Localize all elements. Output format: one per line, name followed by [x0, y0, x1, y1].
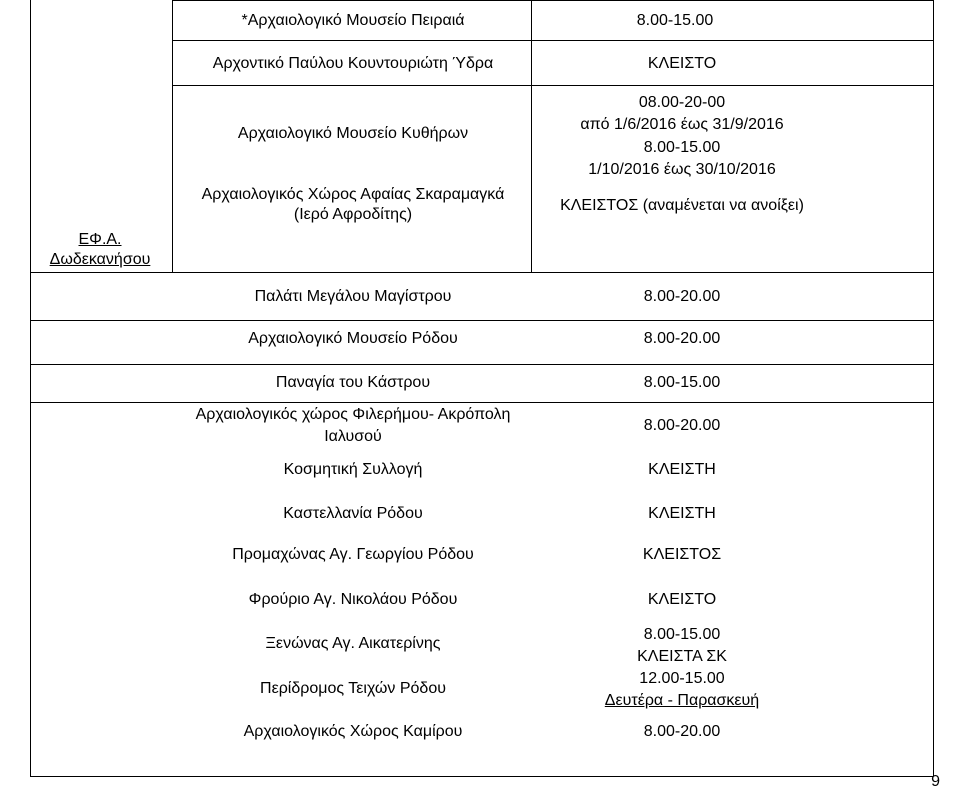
site-hours: 8.00-15.00 — [643, 626, 721, 643]
site-name: Περίδρομος Τειχών Ρόδου — [260, 680, 446, 697]
table-border-left — [30, 0, 31, 776]
row-divider — [172, 85, 933, 86]
site-name: Παλάτι Μεγάλου Μαγίστρου — [254, 288, 452, 305]
site-name: Προμαχώνας Αγ. Γεωργίου Ρόδου — [232, 546, 474, 563]
aegina-hours-line1: 08.00-20-00 — [638, 94, 726, 111]
site-hours: ΚΛΕΙΣΤΗ — [648, 505, 716, 522]
site-hours: 8.00-20.00 — [643, 288, 721, 305]
site-hours: ΚΛΕΙΣΤΗ — [648, 461, 716, 478]
site-name: Αρχοντικό Παύλου Κουντουριώτη Ύδρα — [212, 55, 494, 72]
aegina-hours-line4: 1/10/2016 έως 30/10/2016 — [588, 161, 776, 178]
site-hours-line2: ΚΛΕΙΣΤΑ ΣΚ — [637, 648, 727, 665]
row-divider — [30, 320, 933, 321]
site-hours: 8.00-20.00 — [643, 417, 721, 434]
page-number: 9 — [931, 773, 940, 790]
site-hours: 8.00-15.00 — [643, 374, 721, 391]
aegina-hours-line2: από 1/6/2016 έως 31/9/2016 — [580, 116, 784, 133]
site-hours: 8.00-20.00 — [643, 330, 721, 347]
table-border-bottom — [30, 776, 933, 777]
site-hours: ΚΛΕΙΣΤΟΣ — [642, 546, 722, 563]
site-name: Αρχαιολογικό Μουσείο Κυθήρων — [237, 125, 469, 142]
site-name-line2: (Ιερό Αφροδίτης) — [293, 206, 413, 223]
region-name-line2: Δωδεκανήσου — [49, 251, 151, 268]
site-hours: ΚΛΕΙΣΤΟΣ (αναμένεται να ανοίξει) — [560, 197, 804, 214]
site-name: Αρχαιολογικός Χώρος Αφαίας Σκαραμαγκά — [201, 186, 505, 203]
site-name: Κοσμητική Συλλογή — [283, 461, 423, 478]
site-hours: 8.00-20.00 — [643, 723, 721, 740]
region-name-line1: ΕΦ.Α. — [78, 231, 122, 248]
row-divider — [30, 364, 933, 365]
row-divider — [30, 272, 933, 273]
site-hours: ΚΛΕΙΣΤΟ — [647, 591, 717, 608]
site-name: Αρχαιολογικός χώρος Φιλερήμου- Ακρόπολη — [195, 406, 511, 423]
table-border-right — [933, 0, 934, 776]
site-name: Αρχαιολογικός Χώρος Καμίρου — [243, 723, 463, 740]
site-hours: ΚΛΕΙΣΤΟ — [647, 55, 717, 72]
aegina-hours-line3: 8.00-15.00 — [643, 139, 721, 156]
table-border-top — [172, 0, 933, 1]
site-name: *Αρχαιολογικό Μουσείο Πειραιά — [241, 12, 465, 29]
site-hours-days: Δευτέρα - Παρασκευή — [604, 692, 760, 709]
site-name: Παναγία του Κάστρου — [275, 374, 431, 391]
row-divider — [172, 40, 933, 41]
site-name: Αρχαιολογικό Μουσείο Ρόδου — [248, 330, 458, 347]
row-divider — [30, 402, 933, 403]
site-name: Ξενώνας Αγ. Αικατερίνης — [265, 635, 441, 652]
site-name-line2: Ιαλυσού — [324, 428, 382, 445]
site-name: Καστελλανία Ρόδου — [283, 505, 423, 522]
site-name: Φρούριο Αγ. Νικολάου Ρόδου — [248, 591, 458, 608]
site-hours: 12.00-15.00 — [639, 670, 725, 687]
site-hours: 8.00-15.00 — [636, 12, 714, 29]
